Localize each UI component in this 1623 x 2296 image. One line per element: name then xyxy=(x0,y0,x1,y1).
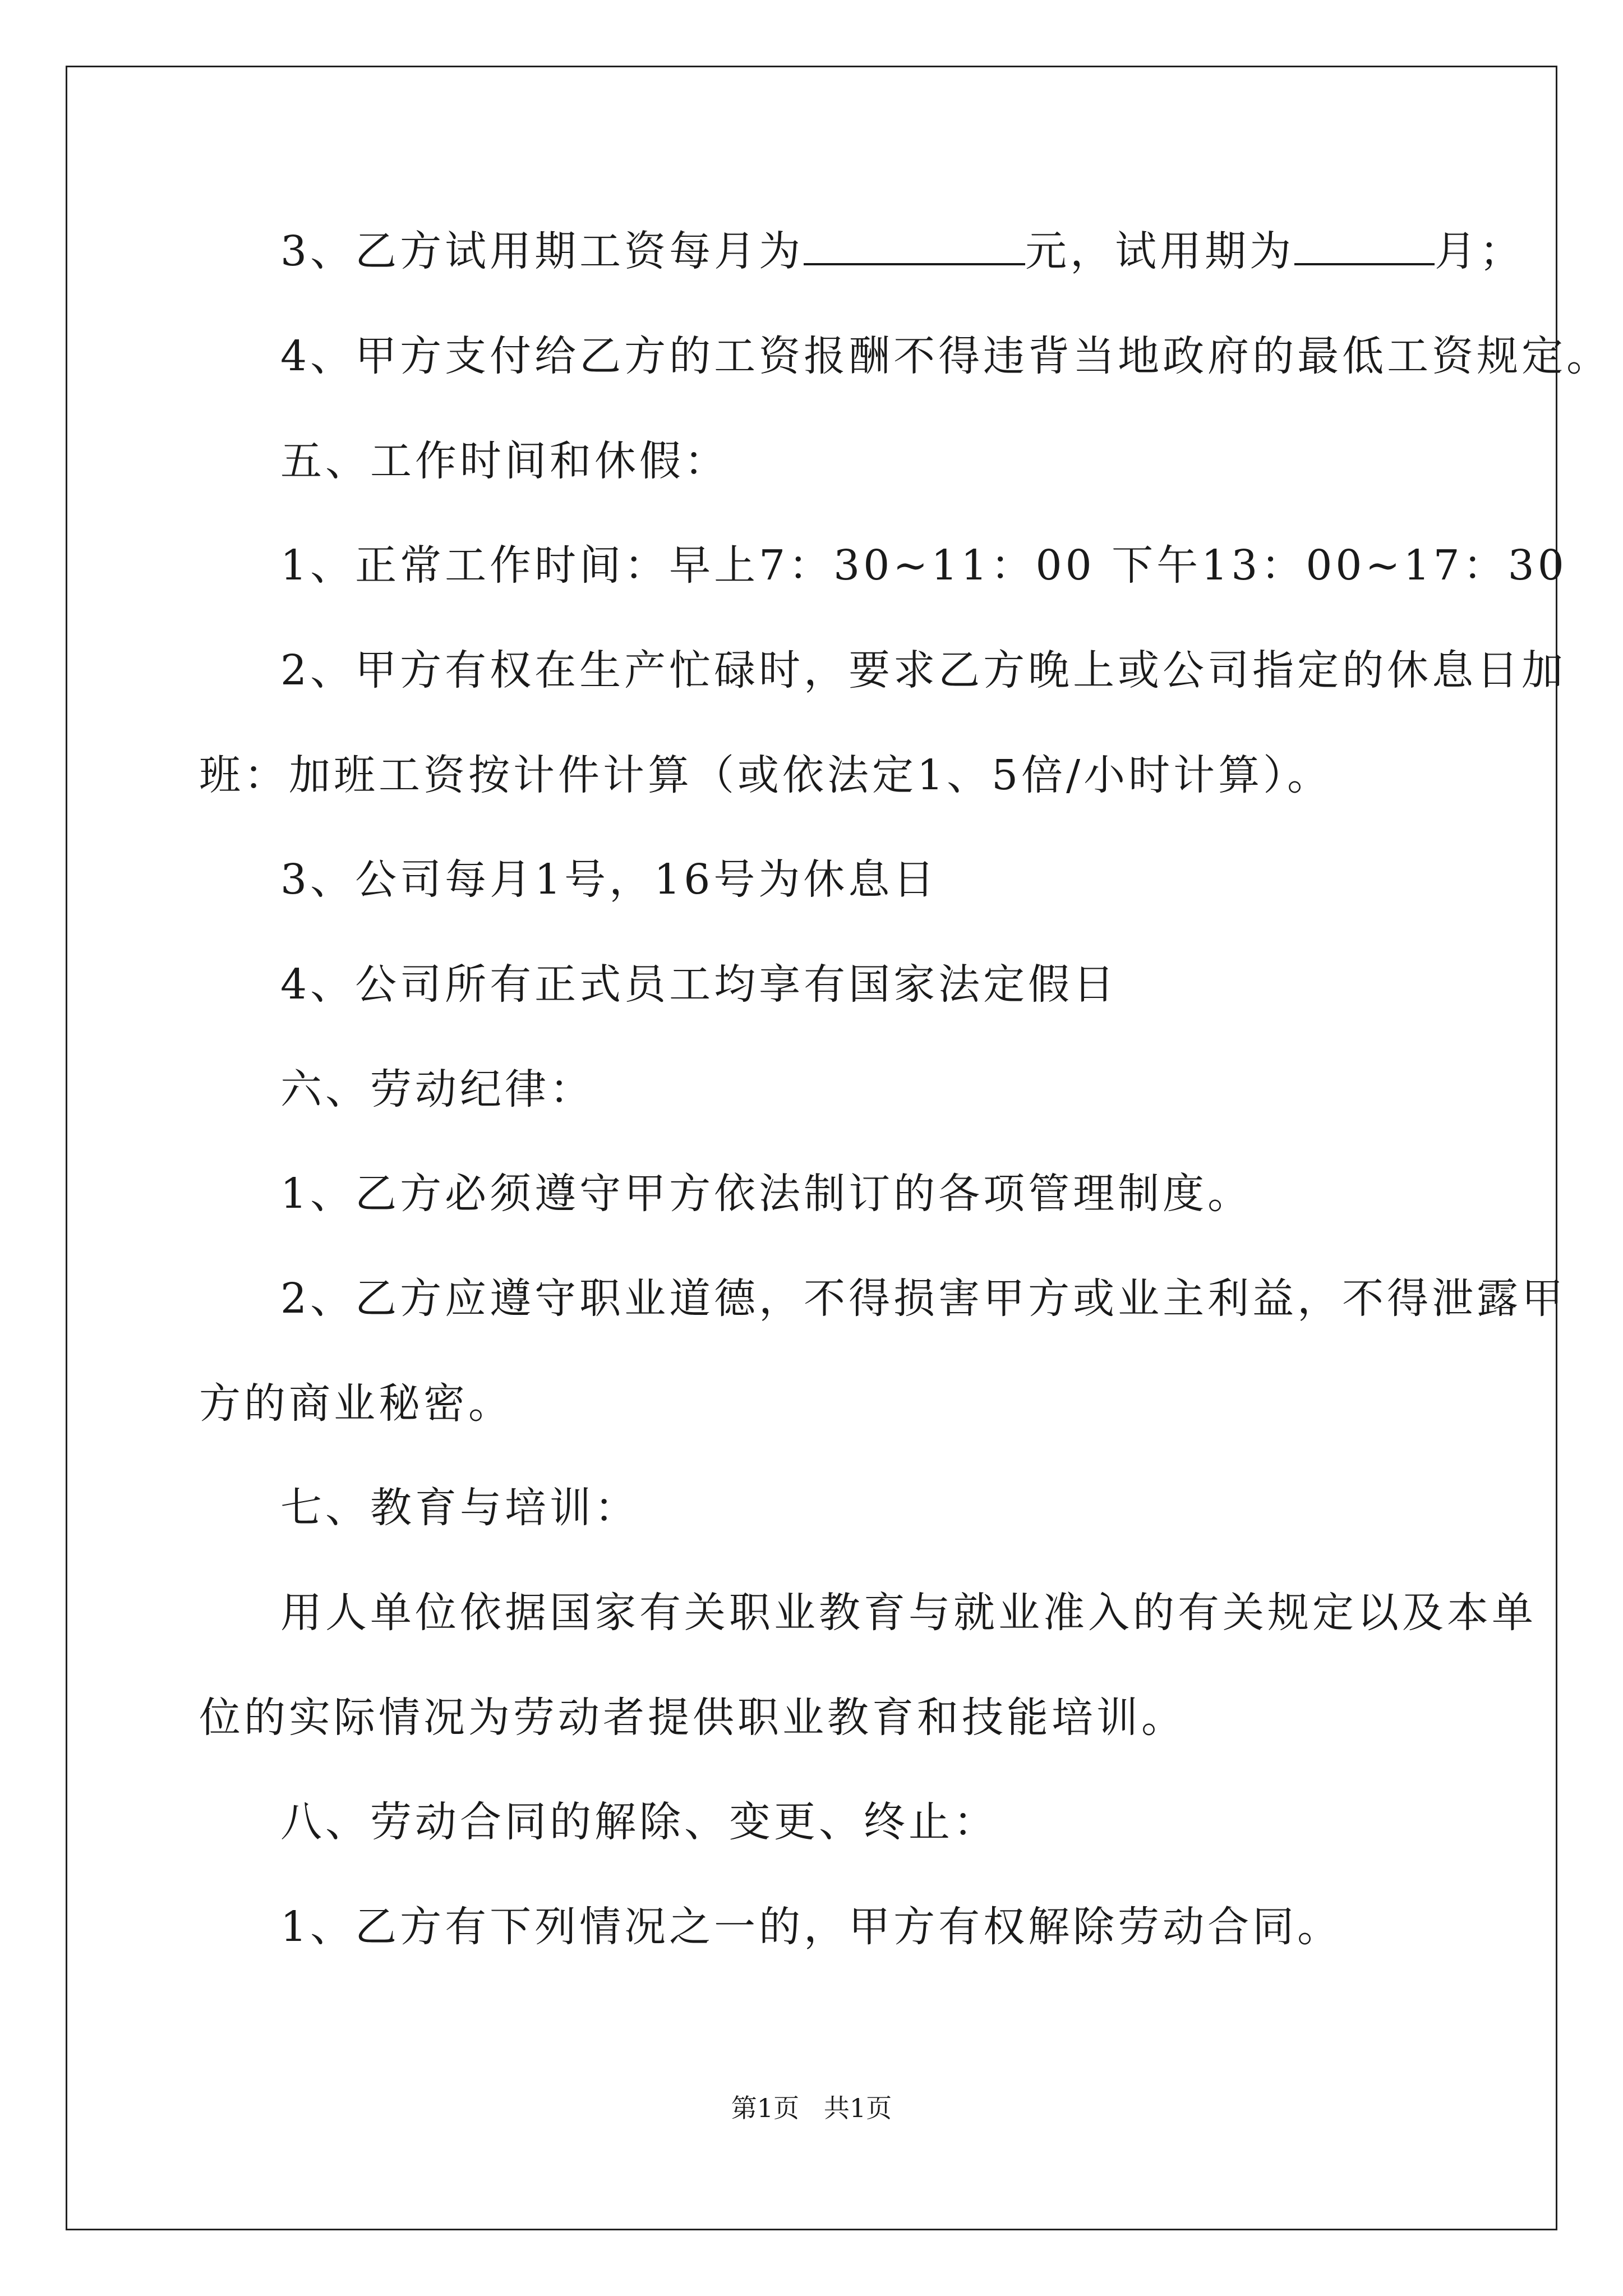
probation-salary-line xyxy=(280,226,1524,277)
paragraph-line: 4、甲方支付给乙方的工资报酬不得违背当地政府的最低工资规定。 xyxy=(280,332,1612,380)
page-number-footer: 第1页 共1页 xyxy=(731,2093,892,2123)
period-blank-field xyxy=(1294,226,1435,265)
section-heading-8: 八、劳动合同的解除、变更、终止： xyxy=(280,1798,998,1846)
paragraph-line: 2、甲方有权在生产忙碌时，要求乙方晚上或公司指定的休息日加 xyxy=(280,646,1567,694)
paragraph-line: 1、正常工作时间：早上7：30~11：00 下午13：00~17：30 xyxy=(280,541,1567,590)
paragraph-line: 班：加班工资按计件计算（或依法定1、5倍/小时计算）。 xyxy=(199,751,1332,799)
section-heading-5: 五、工作时间和休假： xyxy=(280,437,729,485)
probation-month-text: 月； xyxy=(1435,227,1525,275)
section-heading-7: 七、教育与培训： xyxy=(280,1484,639,1532)
paragraph-line: 1、乙方有下列情况之一的，甲方有权解除劳动合同。 xyxy=(280,1903,1343,1951)
probation-salary-text: 3、乙方试用期工资每月为 xyxy=(280,227,804,275)
salary-blank-field xyxy=(804,226,1025,265)
section-heading-6: 六、劳动纪律： xyxy=(280,1065,594,1114)
paragraph-line: 位的实际情况为劳动者提供职业教育和技能培训。 xyxy=(199,1694,1186,1742)
paragraph-line: 用人单位依据国家有关职业教育与就业准入的有关规定以及本单 xyxy=(280,1589,1537,1637)
paragraph-line: 3、公司每月1号，16号为休息日 xyxy=(280,855,938,904)
probation-period-text: 元，试用期为 xyxy=(1025,227,1295,275)
paragraph-line: 2、乙方应遵守职业道德，不得损害甲方或业主利益，不得泄露甲 xyxy=(280,1274,1567,1323)
paragraph-line: 4、公司所有正式员工均享有国家法定假日 xyxy=(280,960,1118,1009)
paragraph-line: 方的商业秘密。 xyxy=(199,1379,513,1428)
paragraph-line: 1、乙方必须遵守甲方依法制订的各项管理制度。 xyxy=(280,1170,1253,1218)
